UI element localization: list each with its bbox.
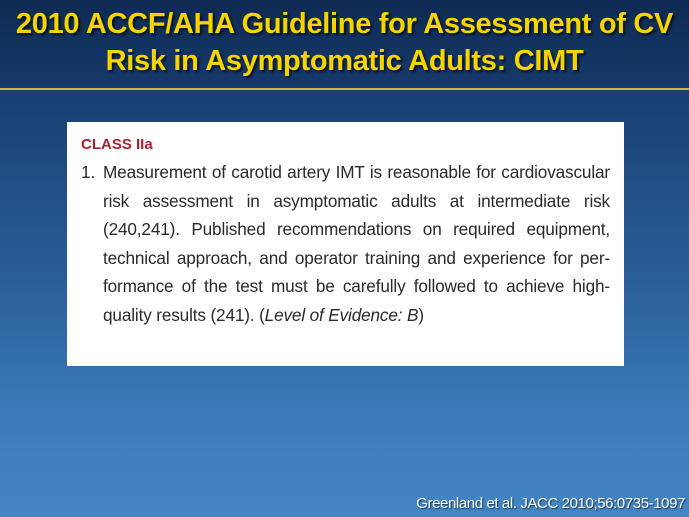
class-label: CLASS IIa: [81, 136, 153, 153]
recommendation-line: formance of the test must be carefully followed to achieve high-: [103, 276, 610, 296]
recommendation-text: [103, 158, 610, 329]
slide-title: [0, 6, 689, 80]
recommendation-line: technical approach, and operator training and experience for per-: [103, 247, 610, 268]
recommendation-line: (240,241). Published recommendations on required equipment,: [103, 219, 610, 239]
slide-title-line-2: Risk in Asymptomatic Adults: CIMT: [105, 45, 584, 77]
recommendation-last-line: [103, 301, 610, 330]
recommendation-line: Measurement of carotid artery IMT is reasonable for cardiovascular: [103, 162, 610, 182]
last-line-prefix: quality results (241). (: [103, 304, 265, 325]
recommendation-card: [67, 122, 624, 366]
citation: Greenland et al. JACC 2010;56:0735-1097: [416, 495, 685, 512]
level-of-evidence: Level of Evidence: B: [264, 304, 419, 325]
slide-title-line-1: 2010 ACCF/AHA Guideline for Assessment of CV: [15, 8, 674, 40]
recommendation-number: 1.: [81, 162, 96, 182]
recommendation-line: risk assessment in asymptomatic adults at intermediate risk: [103, 190, 610, 211]
recommendation-item: [81, 158, 610, 329]
last-line-suffix: ): [418, 304, 424, 325]
title-divider: [0, 88, 689, 90]
